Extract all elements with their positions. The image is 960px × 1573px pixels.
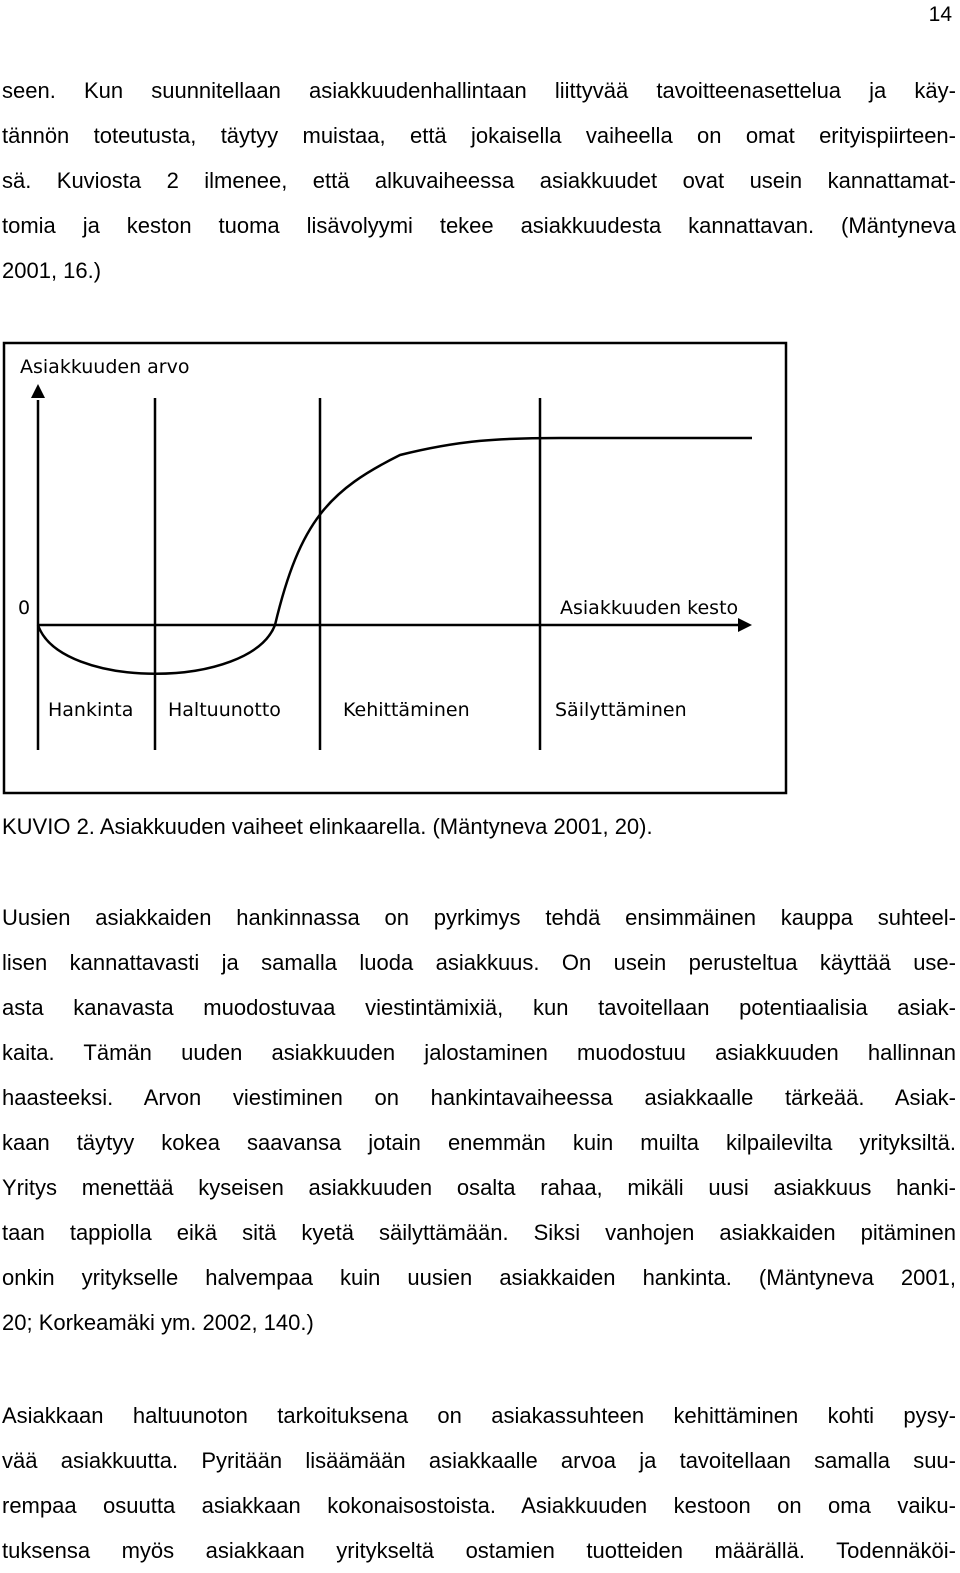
- text-line: kaita. Tämän uuden asiakkuuden jalostaminen muodostuu asiakkuuden hallinnan: [2, 1040, 956, 1065]
- customer-value-curve: [38, 438, 752, 674]
- text-line: tännön toteutusta, täytyy muistaa, että jokaisella vaiheella on omat erityispiirteen-: [2, 123, 956, 148]
- text-line: rempaa osuutta asiakkaan kokonaisostoista. Asiakkuuden kestoon on oma vaiku-: [2, 1493, 956, 1518]
- phase-label-haltuunotto: Haltuunotto: [168, 699, 281, 721]
- text-line: sä. Kuviosta 2 ilmenee, että alkuvaiheessa asiakkuudet ovat usein kannattamat-: [2, 168, 956, 193]
- text-line: Asiakkaan haltuunoton tarkoituksena on asiakassuhteen kehittäminen kohti pysy-: [2, 1403, 956, 1428]
- text-line: seen. Kun suunnitellaan asiakkuudenhallintaan liittyvää tavoitteenasettelua ja käy-: [2, 78, 956, 103]
- x-axis-arrowhead: [738, 618, 752, 632]
- text-line: haasteeksi. Arvon viestiminen on hankintavaiheessa asiakkaalle tärkeää. Asiak-: [2, 1085, 956, 1110]
- x-axis-label: Asiakkuuden kesto: [560, 597, 739, 619]
- figure-frame: [4, 343, 786, 793]
- text-line: 20; Korkeamäki ym. 2002, 140.): [2, 1310, 314, 1335]
- phase-label-sailyttaminen: Säilyttäminen: [555, 699, 687, 721]
- text-line: tomia ja keston tuoma lisävolyymi tekee asiakkuudesta kannattavan. (Mäntyneva: [2, 213, 956, 238]
- origin-label: 0: [18, 597, 31, 619]
- customer-lifecycle-figure: [0, 340, 960, 800]
- phase-label-kehittaminen: Kehittäminen: [343, 699, 470, 721]
- figure-caption: KUVIO 2. Asiakkuuden vaiheet elinkaarella. (Mäntyneva 2001, 20).: [2, 814, 653, 839]
- intro-paragraph: [2, 68, 956, 293]
- phase-label-hankinta: Hankinta: [48, 699, 134, 721]
- page-number: 14: [928, 3, 952, 26]
- text-line: asta kanavasta muodostuvaa viestintämixiä, kun tavoitellaan potentiaalisia asiak-: [2, 995, 956, 1020]
- paragraph-acquisition: [2, 895, 956, 1345]
- paragraph-takeover: [2, 1393, 956, 1573]
- text-line: kaan täytyy kokea saavansa jotain enemmän kuin muilta kilpailevilta yrityksiltä.: [2, 1130, 956, 1155]
- text-line: Uusien asiakkaiden hankinnassa on pyrkimys tehdä ensimmäinen kauppa suhteel-: [2, 905, 956, 930]
- text-line: Yritys menettää kyseisen asiakkuuden osalta rahaa, mikäli uusi asiakkuus hanki-: [2, 1175, 956, 1200]
- text-line: vää asiakkuutta. Pyritään lisäämään asiakkaalle arvoa ja tavoitellaan samalla suu-: [2, 1448, 956, 1473]
- text-line: tuksensa myös asiakkaan yritykseltä ostamien tuotteiden määrällä. Todennäköi-: [2, 1538, 956, 1563]
- text-line: taan tappiolla eikä sitä kyetä säilyttämään. Siksi vanhojen asiakkaiden pitäminen: [2, 1220, 956, 1245]
- y-axis-label: Asiakkuuden arvo: [20, 356, 190, 378]
- text-line: lisen kannattavasti ja samalla luoda asiakkuus. On usein perusteltua käyttää use-: [2, 950, 956, 975]
- y-axis-arrowhead: [31, 384, 45, 398]
- text-line: onkin yritykselle halvempaa kuin uusien asiakkaiden hankinta. (Mäntyneva 2001,: [2, 1265, 956, 1290]
- text-line: 2001, 16.): [2, 258, 102, 283]
